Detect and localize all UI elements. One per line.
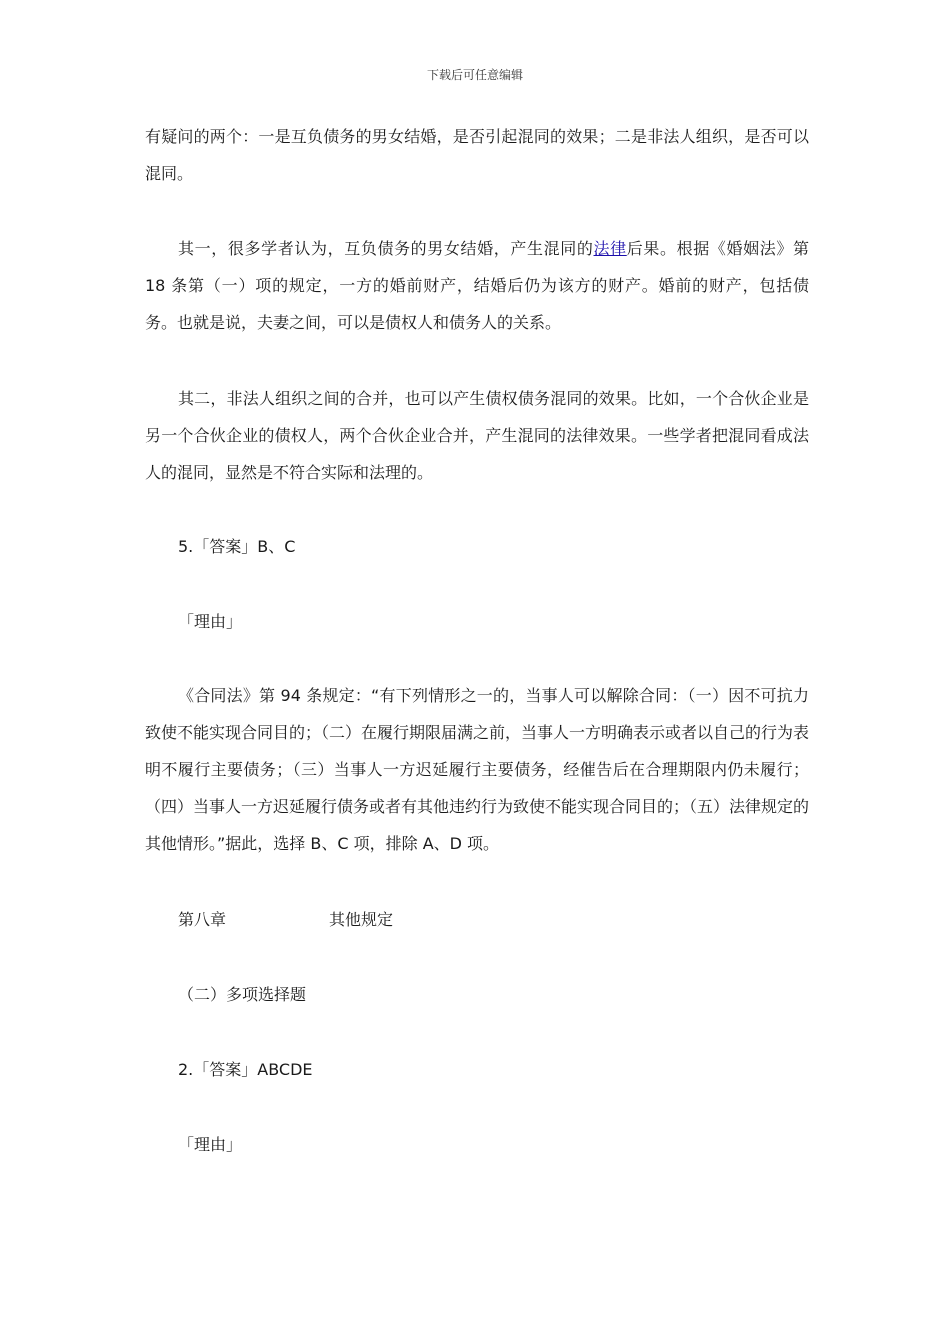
chapter-title: 其他规定: [329, 910, 394, 929]
reason-label-2: 「理由」: [178, 1135, 243, 1154]
paragraph-merger-intro: 有疑问的两个：一是互负债务的男女结婚，是否引起混同的效果；二是非法人组织，是否可以混同。: [145, 127, 809, 183]
section-heading: （二）多项选择题: [178, 985, 307, 1004]
answer-5: 5.「答案」B、C: [178, 537, 296, 556]
page-header: 下载后可任意编辑: [426, 68, 523, 82]
paragraph-partnership-merger: 其二，非法人组织之间的合并，也可以产生债权债务混同的效果。比如，一个合伙企业是另一个合伙企业的债权人，两个合伙企业合并，产生混同的法律效果。一些学者把混同看成法人的混同，显然是不符合实际和法理的。: [145, 389, 809, 482]
reason-label-1: 「理由」: [178, 612, 243, 631]
paragraph-marriage-merger: [145, 230, 809, 341]
paragraph-text-after-link: 后果。根据《婚姻法》第 18 条第（一）项的规定，一方的婚前财产，结婚后仍为该方的财产。婚前的财产，包括债务。也就是说，夫妻之间，可以是债权人和债务人的关系。: [145, 239, 809, 332]
law-link[interactable]: 法律: [593, 239, 627, 258]
paragraph-contract-law-94: 《合同法》第 94 条规定：“有下列情形之一的，当事人可以解除合同：（一）因不可抗力致使不能实现合同目的；（二）在履行期限届满之前，当事人一方明确表示或者以自己的行为表明不履行主要债务；（三）当事人一方迟延履行主要债务，经催告后在合理期限内仍未履行；（四）当事人一方迟延履行债务或者有其他违约行为致使不能实现合同目的；（五）法律规定的其他情形。”据此，选择 B、C 项，排除 A、D 项。: [145, 686, 810, 853]
chapter-label: 第八章: [178, 910, 227, 929]
paragraph-text-before-link: 其一，很多学者认为，互负债务的男女结婚，产生混同的: [178, 239, 594, 258]
answer-2: 2.「答案」ABCDE: [178, 1060, 313, 1079]
